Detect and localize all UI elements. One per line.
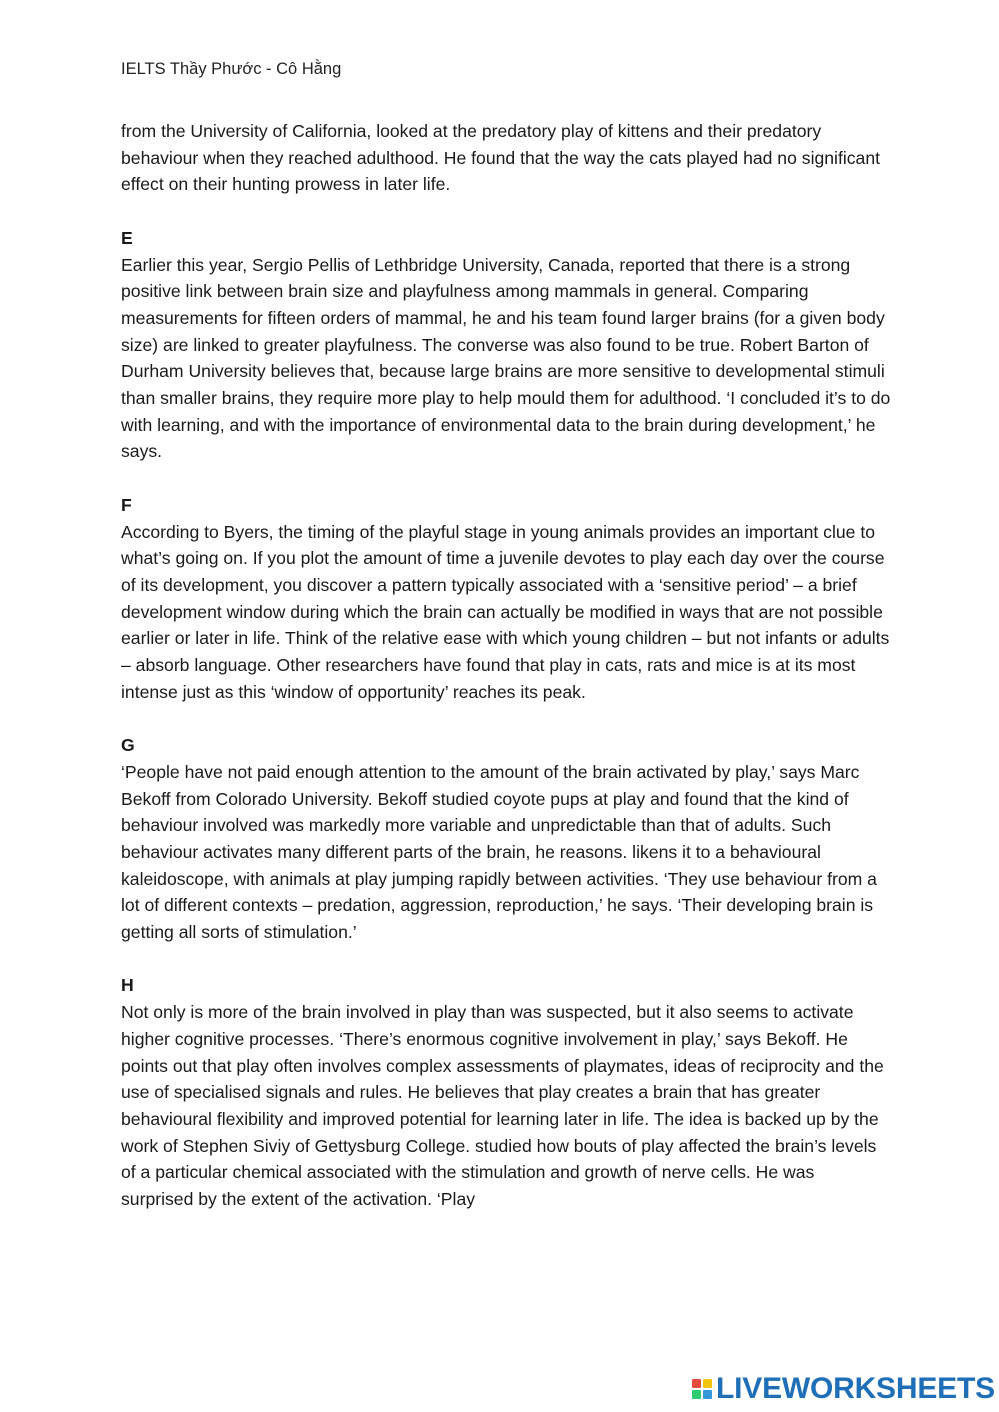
section-text: Not only is more of the brain involved in play than was suspected, but it also seems to activate higher cognitive processes. ‘There’s enormous cognitive involvement in play,’ says Bekoff. He points out that play often involves complex assessments of playmates, ideas of reciprocity and the use of specialised signals and rules. He believes that play creates a brain that has greater behavioural flexibility and improved potential for learning later in life. The idea is backed up by the work of Stephen Siviy of Gettysburg College. studied how bouts of play affected the brain’s levels of a particular chemical associated with the stimulation and growth of nerve cells. He was surprised by the extent of the activation. ‘Play bbox=[121, 1002, 884, 1210]
logo-text: LIVEWORKSHEETS bbox=[716, 1372, 995, 1405]
document-body bbox=[121, 118, 891, 1239]
section-f bbox=[121, 492, 891, 706]
section-text: ‘People have not paid enough attention to the amount of the brain activated by play,’ says Marc Bekoff from Colorado University. Bekoff studied coyote pups at play and found that the kind of behaviour involved was markedly more variable and unpredictable than that of adults. Such behaviour activates many different parts of the brain, he reasons. likens it to a behavioural kaleidoscope, with animals at play jumping rapidly between activities. ‘They use behaviour from a lot of different contexts – predation, aggression, reproduction,’ he says. ‘Their developing brain is getting all sorts of stimulation.’ bbox=[121, 761, 877, 943]
logo-tile bbox=[692, 1379, 701, 1388]
section-letter: G bbox=[121, 735, 135, 756]
logo-tile bbox=[692, 1390, 701, 1399]
section-g bbox=[121, 732, 891, 946]
page-header: IELTS Thầy Phước - Cô Hằng bbox=[121, 60, 342, 78]
logo-tile bbox=[703, 1379, 712, 1388]
section-text: Earlier this year, Sergio Pellis of Lethbridge University, Canada, reported that there is a strong positive link between brain size and playfulness among mammals in general. Comparing measurements for fifteen orders of mammal, he and his team found larger brains (for a given body size) are linked to greater playfulness. The converse was also found to be true. Robert Barton of Durham University believes that, because large brains are more sensitive to developmental stimuli than smaller brains, they require more play to help mould them for adulthood. ‘I concluded it’s to do with learning, and with the importance of environmental data to the brain during development,’ he says. bbox=[121, 254, 891, 462]
section-h bbox=[121, 972, 891, 1212]
liveworksheets-logo-icon bbox=[692, 1379, 712, 1399]
section-letter: H bbox=[121, 975, 134, 996]
section-text: According to Byers, the timing of the playful stage in young animals provides an important clue to what’s going on. If you plot the amount of time a juvenile devotes to play each day over the course of its development, you discover a pattern typically associated with a ‘sensitive period’ – a brief development window during which the brain can actually be modified in ways that are not possible earlier or later in life. Think of the relative ease with which young children – but not infants or adults – absorb language. Other researchers have found that play in cats, rats and mice is at its most intense just as this ‘window of opportunity’ reaches its peak. bbox=[121, 521, 890, 702]
section-letter: E bbox=[121, 227, 133, 248]
section-letter: F bbox=[121, 494, 132, 515]
section-e bbox=[121, 225, 891, 465]
logo-tile bbox=[703, 1390, 712, 1399]
intro-paragraph: from the University of California, looked at the predatory play of kittens and their predatory behaviour when they reached adulthood. He found that the way the cats played had no significant effect on their hunting prowess in later life. bbox=[121, 121, 881, 195]
liveworksheets-logo[interactable] bbox=[692, 1374, 995, 1404]
